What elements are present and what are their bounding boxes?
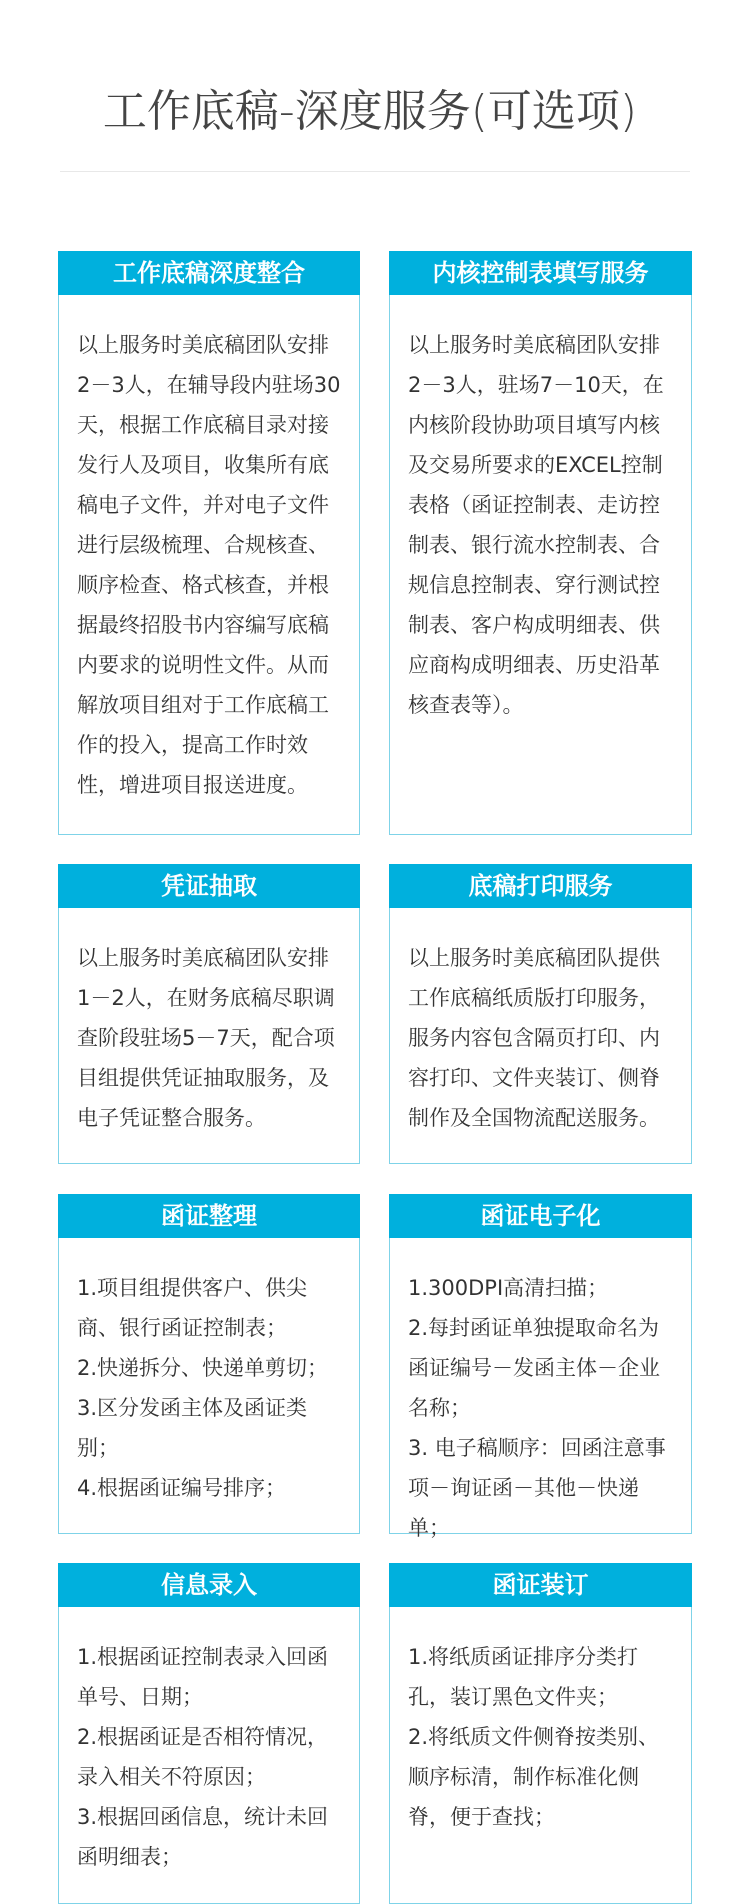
card-body xyxy=(390,1238,691,1548)
card-title: 函证装订 xyxy=(389,1563,692,1607)
card-text: 以上服务时美底稿团队安排1－2人，在财务底稿尽职调查阶段驻场5－7天，配合项目组提供凭证抽取服务，及电子凭证整合服务。 xyxy=(77,946,335,1130)
card-confirmation-digitization xyxy=(389,1194,692,1540)
list-item: 3.区分发函主体及函证类别； xyxy=(77,1396,308,1460)
list-item: 2.根据函证是否相符情况，录入相关不符原因； xyxy=(77,1725,329,1789)
card-confirmation-binding xyxy=(389,1563,692,1904)
card-title: 内核控制表填写服务 xyxy=(389,251,692,295)
title-divider xyxy=(60,171,690,172)
card-text: 以上服务时美底稿团队提供工作底稿纸质版打印服务，服务内容包含隔页打印、内容打印、文件夹装订、侧脊制作及全国物流配送服务。 xyxy=(408,946,660,1130)
card-text: 以上服务时美底稿团队安排2－3人，在辅导段内驻场30天，根据工作底稿目录对接发行人及项目，收集所有底稿电子文件，并对电子文件进行层级梳理、合规核查、顺序检查、格式核查，并根据最终招股书内容编写底稿内要求的说明性文件。从而解放项目组对于工作底稿工作的投入，提高工作时效性，增进项目报送进度。 xyxy=(77,333,341,797)
card-body xyxy=(390,295,691,725)
list-item: 2.将纸质文件侧脊按类别、顺序标清，制作标准化侧脊，便于查找； xyxy=(408,1725,660,1829)
card-body xyxy=(59,295,359,805)
card-title: 函证整理 xyxy=(58,1194,360,1238)
list-item: 2.每封函证单独提取命名为函证编号－发函主体－企业名称； xyxy=(408,1316,660,1420)
card-body xyxy=(59,1607,359,1877)
list-item: 4.根据函证编号排序； xyxy=(77,1476,287,1500)
card-body xyxy=(390,1607,691,1837)
card-body xyxy=(390,908,691,1138)
card-internal-control-form xyxy=(389,251,692,835)
list-item: 1.根据函证控制表录入回函单号、日期； xyxy=(77,1645,329,1709)
card-title: 凭证抽取 xyxy=(58,864,360,908)
list-item: 2.快递拆分、快递单剪切； xyxy=(77,1356,329,1380)
card-text: 以上服务时美底稿团队安排2－3人，驻场7－10天，在内核阶段协助项目填写内核及交易所要求的EXCEL控制表格（函证控制表、走访控制表、银行流水控制表、合规信息控制表、穿行测试控制表、客户构成明细表、供应商构成明细表、历史沿革核查表等）。 xyxy=(408,333,664,717)
list-item: 1.300DPI高清扫描； xyxy=(408,1276,609,1300)
list-item: 1.将纸质函证排序分类打孔，装订黑色文件夹； xyxy=(408,1645,639,1709)
card-body xyxy=(59,1238,359,1508)
card-title: 底稿打印服务 xyxy=(389,864,692,908)
card-printing-service xyxy=(389,864,692,1164)
card-title: 工作底稿深度整合 xyxy=(58,251,360,295)
card-body xyxy=(59,908,359,1138)
card-confirmation-organizing xyxy=(58,1194,360,1534)
card-voucher-sampling xyxy=(58,864,360,1164)
list-item: 1.项目组提供客户、供尖商、银行函证控制表； xyxy=(77,1276,308,1340)
card-title: 函证电子化 xyxy=(389,1194,692,1238)
card-workpaper-integration xyxy=(58,251,360,835)
list-item: 3.根据回函信息，统计未回函明细表； xyxy=(77,1805,329,1869)
page-title: 工作底稿-深度服务(可选项) xyxy=(102,86,638,137)
card-title: 信息录入 xyxy=(58,1563,360,1607)
card-information-entry xyxy=(58,1563,360,1904)
list-item: 3. 电子稿顺序：回函注意事项－询证函－其他－快递单； xyxy=(408,1436,666,1540)
